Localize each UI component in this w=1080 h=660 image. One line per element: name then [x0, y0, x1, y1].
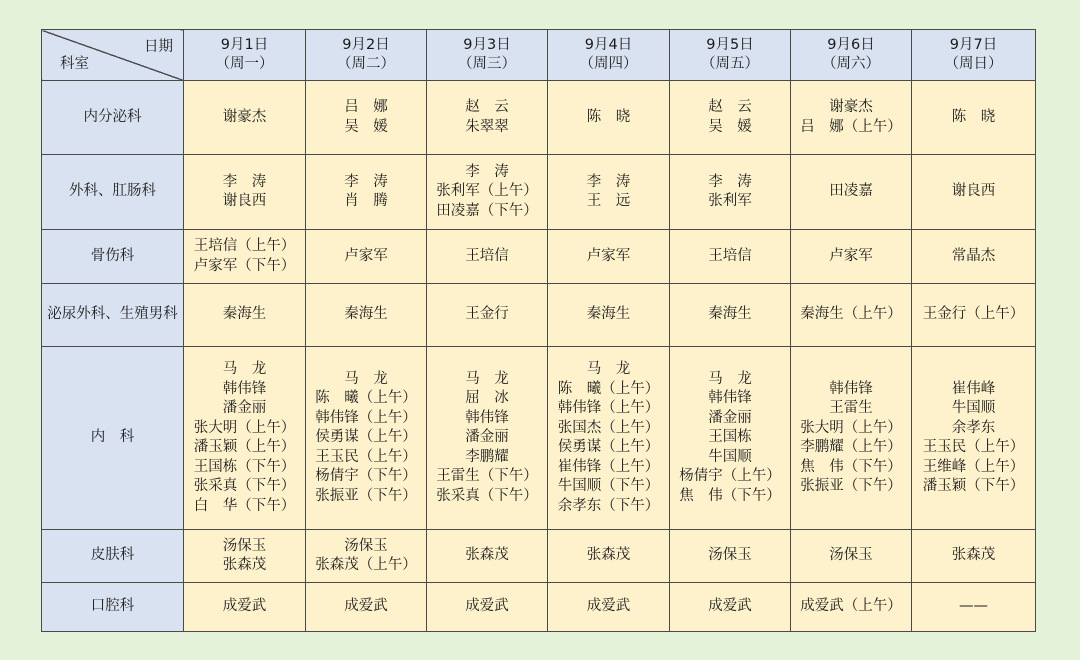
duty-cell: [427, 347, 548, 530]
doctor-name: 成爱武（上午）: [800, 598, 902, 615]
day-weekday: （周日）: [944, 56, 1003, 72]
doctor-name: 马 龙: [586, 361, 631, 377]
doctor-name: 成爱武: [222, 598, 267, 615]
doctor-name: 余孝东（下午）: [557, 497, 660, 514]
doctor-name: 汤保玉: [829, 547, 873, 564]
doctor-name: 王玉民（上午）: [315, 448, 417, 465]
duty-cell: [306, 155, 427, 230]
doctor-name: 张振亚（下午）: [315, 487, 417, 504]
duty-cell: [548, 347, 670, 530]
day-date: 9月4日: [584, 36, 633, 53]
doctor-name: 余孝东: [951, 419, 996, 436]
doctor-name: 王玉民（上午）: [922, 439, 1025, 455]
doctor-name: 肖 腾: [344, 193, 388, 209]
dept-row-internal-medicine: [42, 347, 1036, 530]
dept-row-urology-andrology: [42, 284, 1036, 347]
doctor-name: 李 涛: [465, 163, 509, 180]
duty-cell: [791, 155, 912, 230]
day-header-1: [184, 30, 306, 81]
doctor-name: 张利军（上午）: [436, 183, 538, 200]
duty-cell: [306, 583, 427, 632]
dept-name: 泌尿外科、生殖男科: [47, 306, 178, 323]
duty-cell: [548, 530, 670, 583]
dept-name-cell: [42, 583, 184, 632]
duty-cell: [912, 81, 1036, 155]
day-date: 9月5日: [706, 36, 754, 53]
doctor-name: 侯勇谋（上午）: [557, 439, 660, 455]
duty-cell: [427, 583, 548, 632]
doctor-name: 陈 晓: [586, 108, 631, 125]
doctor-name: 焦 伟（下午）: [800, 458, 902, 475]
doctor-name: 白 华（下午）: [193, 497, 296, 514]
header-row: [42, 30, 1036, 81]
doctor-name: 王金行（上午）: [922, 306, 1025, 323]
day-date: 9月1日: [220, 36, 269, 53]
dept-name-cell: [42, 81, 184, 155]
doctor-name: 王雷生（下午）: [436, 468, 538, 485]
doctor-name: 崔伟锋（上午）: [557, 458, 660, 475]
doctor-name: 韩伟锋: [708, 390, 752, 407]
duty-cell: [912, 230, 1036, 284]
doctor-name: 吴 媛: [708, 118, 752, 135]
doctor-name: 张大明（上午）: [800, 419, 902, 436]
duty-schedule-table: [41, 29, 1036, 632]
dept-row-dermatology: [42, 530, 1036, 583]
duty-cell: [912, 530, 1036, 583]
doctor-name: 韩伟锋（上午）: [315, 409, 417, 426]
day-date: 9月7日: [949, 36, 998, 53]
doctor-name: 卢家军: [829, 247, 873, 264]
doctor-name: 陈 曦（上午）: [557, 380, 660, 397]
doctor-name: 王维峰（上午）: [922, 458, 1025, 475]
day-weekday: （周四）: [579, 56, 638, 72]
doctor-name: 王雷生: [829, 400, 873, 416]
day-header-7: [912, 30, 1036, 81]
doctor-name: 韩伟锋: [829, 380, 873, 397]
doctor-name: 卢家军: [586, 247, 631, 264]
doctor-name: 谢豪杰: [222, 108, 267, 125]
doctor-name: 牛国顺（下午）: [557, 478, 660, 494]
duty-cell: [548, 284, 670, 347]
doctor-name: 汤保玉: [222, 537, 267, 554]
doctor-name: 张大明（上午）: [193, 419, 296, 436]
doctor-name: 常晶杰: [951, 247, 996, 264]
day-header-5: [670, 30, 791, 81]
duty-cell: [306, 81, 427, 155]
doctor-name: 陈 曦（上午）: [315, 390, 417, 407]
duty-cell: [184, 230, 306, 284]
doctor-name: 田凌嘉（下午）: [436, 202, 538, 219]
dept-name-cell: [42, 155, 184, 230]
doctor-name: 张采真（下午）: [436, 487, 538, 504]
doctor-name: 马 龙: [708, 370, 752, 387]
doctor-name: 张森茂（上午）: [315, 557, 417, 573]
doctor-name: 牛国顺: [708, 448, 752, 465]
duty-cell: [912, 155, 1036, 230]
doctor-name: 王培信: [465, 247, 509, 264]
doctor-name: 吴 媛: [344, 118, 388, 135]
day-header-4: [548, 30, 670, 81]
doctor-name: 张振亚（下午）: [800, 478, 902, 494]
doctor-name: 李鹏耀（上午）: [800, 439, 902, 455]
duty-cell: [791, 583, 912, 632]
duty-cell: [791, 81, 912, 155]
doctor-name: 谢豪杰: [829, 99, 873, 115]
doctor-name: 成爱武: [586, 598, 631, 615]
day-weekday: （周一）: [215, 56, 274, 72]
day-header-6: [791, 30, 912, 81]
duty-cell: [912, 284, 1036, 347]
doctor-name: 王 远: [586, 193, 631, 209]
duty-cell: [548, 155, 670, 230]
doctor-name: 张国杰（上午）: [557, 419, 660, 436]
duty-cell: [670, 284, 791, 347]
day-header-3: [427, 30, 548, 81]
duty-cell: [184, 583, 306, 632]
duty-cell: [670, 583, 791, 632]
duty-cell: [670, 155, 791, 230]
duty-cell: [548, 81, 670, 155]
doctor-name: 张森茂: [222, 557, 267, 573]
doctor-name: 王培信（上午）: [193, 238, 296, 254]
doctor-name: 李 涛: [586, 173, 631, 190]
doctor-name: 王培信: [708, 247, 752, 264]
day-weekday: （周六）: [822, 56, 880, 72]
duty-cell: [670, 230, 791, 284]
doctor-name: 潘金丽: [708, 409, 752, 426]
doctor-name: 潘金丽: [222, 400, 267, 416]
corner-date-label: 日期: [144, 39, 173, 55]
duty-cell: [427, 530, 548, 583]
doctor-name: 张森茂: [951, 547, 996, 564]
doctor-name: 韩伟锋: [222, 380, 267, 397]
doctor-name: 秦海生: [708, 306, 752, 323]
duty-cell: [912, 583, 1036, 632]
duty-cell: [548, 230, 670, 284]
doctor-name: 谢良西: [222, 193, 267, 209]
doctor-name: 张采真（下午）: [193, 478, 296, 494]
doctor-name: 秦海生: [586, 306, 631, 323]
doctor-name: 张森茂: [586, 547, 631, 564]
dept-name-cell: [42, 284, 184, 347]
duty-cell: [184, 347, 306, 530]
doctor-name: 朱翠翠: [465, 118, 509, 135]
doctor-name: 吕 娜（上午）: [800, 118, 902, 135]
day-header-2: [306, 30, 427, 81]
doctor-name: ——: [959, 598, 988, 615]
day-date: 9月6日: [827, 36, 875, 53]
dept-name: 内分泌科: [83, 108, 142, 125]
doctor-name: 卢家军（下午）: [193, 257, 296, 274]
doctor-name: 秦海生: [344, 306, 388, 323]
duty-cell: [427, 155, 548, 230]
doctor-name: 田凌嘉: [829, 183, 873, 200]
duty-cell: [912, 347, 1036, 530]
doctor-name: 韩伟锋: [465, 409, 509, 426]
doctor-name: 马 龙: [465, 370, 509, 387]
dept-row-surgery-anorectal: [42, 155, 1036, 230]
doctor-name: 秦海生（上午）: [800, 306, 902, 323]
dept-name-cell: [42, 530, 184, 583]
doctor-name: 王国栋（下午）: [193, 458, 296, 475]
doctor-name: 马 龙: [344, 370, 388, 387]
doctor-name: 陈 晓: [951, 108, 996, 125]
duty-cell: [306, 230, 427, 284]
day-date: 9月2日: [342, 36, 390, 53]
dept-name: 外科、肛肠科: [69, 183, 156, 200]
doctor-name: 杨倩宇（上午）: [679, 468, 781, 485]
doctor-name: 汤保玉: [344, 537, 388, 554]
doctor-name: 李 涛: [222, 173, 267, 190]
dept-name-cell: [42, 230, 184, 284]
schedule-body: [42, 81, 1036, 632]
duty-cell: [791, 530, 912, 583]
doctor-name: 秦海生: [222, 306, 267, 323]
doctor-name: 马 龙: [222, 361, 267, 377]
duty-cell: [670, 530, 791, 583]
duty-cell: [306, 284, 427, 347]
doctor-name: 赵 云: [465, 99, 509, 115]
doctor-name: 焦 伟（下午）: [679, 487, 781, 504]
duty-cell: [184, 155, 306, 230]
duty-cell: [306, 347, 427, 530]
day-weekday: （周五）: [701, 56, 759, 72]
doctor-name: 吕 娜: [344, 99, 388, 115]
day-weekday: （周二）: [337, 56, 395, 72]
day-date: 9月3日: [463, 36, 511, 53]
doctor-name: 崔伟峰: [951, 380, 996, 397]
doctor-name: 成爱武: [344, 598, 388, 615]
duty-cell: [791, 284, 912, 347]
doctor-name: 张利军: [708, 193, 752, 209]
doctor-name: 赵 云: [708, 99, 752, 115]
dept-name: 皮肤科: [90, 547, 135, 564]
doctor-name: 李 涛: [708, 173, 752, 190]
duty-cell: [791, 347, 912, 530]
dept-row-stomatology: [42, 583, 1036, 632]
doctor-name: 潘金丽: [465, 429, 509, 446]
doctor-name: 李鹏耀: [465, 448, 509, 465]
doctor-name: 卢家军: [344, 247, 388, 264]
dept-name: 口腔科: [90, 598, 135, 615]
dept-row-endocrinology: [42, 81, 1036, 155]
duty-cell: [427, 81, 548, 155]
duty-cell: [548, 583, 670, 632]
doctor-name: 杨倩宇（下午）: [315, 468, 417, 485]
doctor-name: 屈 冰: [465, 390, 509, 407]
dept-row-orthopedics: [42, 230, 1036, 284]
dept-name: 骨伤科: [90, 247, 135, 264]
doctor-name: 潘玉颖（上午）: [193, 439, 296, 455]
doctor-name: 汤保玉: [708, 547, 752, 564]
doctor-name: 成爱武: [708, 598, 752, 615]
corner-dept-label: 科室: [60, 55, 89, 72]
doctor-name: 牛国顺: [951, 400, 996, 416]
doctor-name: 韩伟锋（上午）: [557, 400, 660, 416]
doctor-name: 侯勇谋（上午）: [315, 429, 417, 446]
duty-cell: [670, 81, 791, 155]
duty-cell: [306, 530, 427, 583]
dept-name-cell: [42, 347, 184, 530]
doctor-name: 谢良西: [951, 183, 996, 200]
day-weekday: （周三）: [458, 56, 516, 72]
doctor-name: 潘玉颖（下午）: [922, 478, 1025, 494]
doctor-name: 成爱武: [465, 598, 509, 615]
doctor-name: 王国栋: [708, 429, 752, 446]
duty-cell: [184, 530, 306, 583]
dept-name: 内 科: [90, 429, 135, 446]
doctor-name: 李 涛: [344, 173, 388, 190]
doctor-name: 张森茂: [465, 547, 509, 564]
corner-header-cell: [42, 30, 184, 81]
duty-cell: [184, 284, 306, 347]
duty-cell: [670, 347, 791, 530]
duty-cell: [184, 81, 306, 155]
duty-cell: [427, 284, 548, 347]
doctor-name: 王金行: [465, 306, 509, 323]
duty-cell: [427, 230, 548, 284]
duty-cell: [791, 230, 912, 284]
